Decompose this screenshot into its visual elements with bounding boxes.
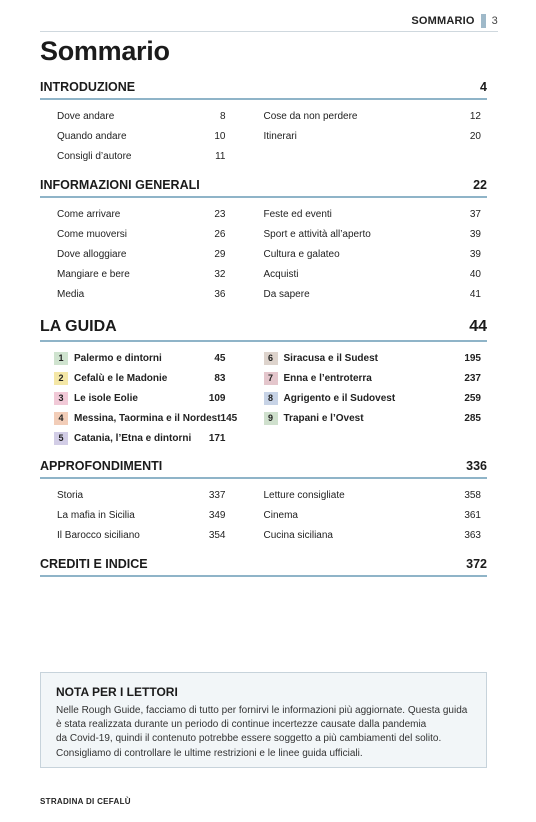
section-header[interactable] (40, 459, 487, 479)
toc-entry[interactable] (57, 505, 226, 525)
chapter-entry[interactable] (54, 409, 238, 429)
chapter-label: Enna e l’entroterra (283, 372, 372, 384)
section-la-guida (40, 318, 487, 449)
toc-entry-page: 12 (469, 110, 481, 122)
chapter-number-badge: 2 (54, 372, 68, 385)
chapter-page: 83 (214, 372, 226, 384)
toc-entry-label: Itinerari (263, 130, 297, 142)
chapter-entry[interactable] (264, 348, 482, 368)
toc-entry[interactable] (57, 204, 226, 224)
toc-entry-label: Dove alloggiare (57, 248, 127, 260)
toc-column-right (264, 106, 488, 167)
toc-column-right (264, 204, 488, 305)
section-title: INTRODUZIONE (40, 80, 136, 94)
toc-entry[interactable] (264, 244, 482, 264)
chapter-page: 109 (208, 392, 226, 404)
toc-entry[interactable] (57, 126, 226, 146)
section-approfondimenti (40, 459, 487, 546)
toc-column-left (40, 485, 264, 546)
toc-entry-label: Media (57, 289, 85, 301)
section-title: APPROFONDIMENTI (40, 459, 163, 473)
toc-entry-page: 39 (469, 228, 481, 240)
chapter-page: 195 (464, 352, 481, 364)
toc-entry-label: Come arrivare (57, 208, 121, 220)
header-rule (40, 31, 498, 32)
toc-entry[interactable] (264, 485, 482, 505)
toc-entry[interactable] (57, 485, 226, 505)
toc-entry-label: Cose da non perdere (263, 110, 358, 122)
chapter-number-badge: 9 (264, 412, 278, 425)
toc-entry[interactable] (264, 285, 482, 305)
chapter-number-badge: 8 (264, 392, 278, 405)
header-accent-bar (481, 14, 486, 28)
toc-entry-label: Cinema (263, 509, 298, 521)
toc-entry[interactable] (57, 146, 226, 166)
toc-entry[interactable] (264, 525, 482, 545)
page-number: 3 (491, 15, 498, 27)
chapter-number-badge: 5 (54, 432, 68, 445)
section-header[interactable] (40, 557, 487, 577)
toc-entry-label: Letture consigliate (263, 489, 345, 501)
chapter-entry[interactable] (54, 388, 226, 408)
toc-entry[interactable] (264, 126, 482, 146)
toc-entry-page: 32 (214, 269, 226, 281)
reader-note-line: da Covid-19, quindi il contenuto potrebbe essere soggetto a più cambiamenti del solito. (56, 733, 442, 745)
toc-entry-label: Il Barocco siciliano (57, 529, 140, 541)
chapter-label: Cefalù e le Madonie (74, 372, 168, 384)
photo-caption: STRADINA DI CEFALÙ (40, 797, 131, 806)
chapter-label: Messina, Taormina e il Nordest (74, 413, 221, 425)
chapter-entry[interactable] (54, 348, 226, 368)
toc-entry-page: 11 (215, 150, 226, 162)
chapter-number-badge: 1 (54, 352, 68, 365)
toc-entry-label: Quando andare (57, 130, 127, 142)
section-page: 4 (480, 80, 487, 94)
section-title: INFORMAZIONI GENERALI (40, 178, 200, 192)
chapter-page: 171 (208, 433, 226, 445)
chapter-page: 237 (464, 372, 481, 384)
section-page: 336 (466, 459, 487, 473)
chapter-number-badge: 4 (54, 412, 68, 425)
toc-entry-page: 29 (214, 248, 226, 260)
toc-entry-label: Storia (57, 489, 84, 501)
toc-entry-page: 363 (464, 529, 481, 541)
chapter-label: Siracusa e il Sudest (283, 352, 378, 364)
toc-entry-page: 39 (469, 248, 481, 260)
toc-entry-page: 358 (464, 489, 481, 501)
toc-entry-page: 8 (219, 110, 226, 122)
toc-entry-label: Acquisti (263, 269, 299, 281)
toc-entry-page: 349 (208, 509, 226, 521)
toc-column-right (264, 348, 488, 449)
toc-entry[interactable] (264, 224, 482, 244)
chapter-label: Agrigento e il Sudovest (283, 393, 396, 405)
toc-entry-page: 37 (469, 208, 481, 220)
toc-entry-label: Feste ed eventi (263, 208, 332, 220)
reader-note-text (56, 704, 472, 761)
chapter-number-badge: 6 (264, 352, 278, 365)
chapter-entry[interactable] (264, 368, 482, 388)
page-title: Sommario (40, 36, 170, 66)
chapter-label: Le isole Eolie (74, 393, 138, 405)
toc-entry-label: Dove andare (57, 110, 115, 122)
reader-note-line: Nelle Rough Guide, facciamo di tutto per fornirvi le informazioni più aggiornate. Questa guida (56, 705, 468, 716)
toc-entry-page: 20 (469, 130, 481, 142)
reader-note-line: è stata realizzata durante un periodo di continue incertezze causate dalla pandemia (56, 719, 427, 731)
chapter-entry[interactable] (54, 368, 226, 388)
section-page: 372 (466, 557, 487, 571)
toc-column-left (40, 106, 264, 167)
toc-entry-page: 40 (469, 269, 481, 281)
toc-entry-page: 354 (208, 529, 226, 541)
chapter-label: Palermo e dintorni (74, 352, 162, 364)
section-title: CREDITI E INDICE (40, 557, 148, 571)
chapter-label: Catania, l’Etna e dintorni (74, 433, 192, 445)
reader-note-box (40, 672, 487, 768)
toc-column-right (264, 485, 488, 546)
toc-entry[interactable] (264, 505, 482, 525)
toc-entry[interactable] (264, 204, 482, 224)
chapter-entry[interactable] (264, 409, 482, 429)
toc-entry[interactable] (57, 285, 226, 305)
chapter-label: Trapani e l’Ovest (283, 413, 364, 425)
toc-entry-label: Come muoversi (57, 228, 128, 240)
toc-entry-label: Mangiare e bere (57, 269, 130, 281)
toc-entry-label: Cucina siciliana (263, 529, 333, 541)
toc-entry-label: Cultura e galateo (263, 248, 340, 260)
toc-entry[interactable] (57, 525, 226, 545)
toc-entry-label: Sport e attività all’aperto (263, 228, 371, 240)
toc-entry-page: 23 (214, 208, 226, 220)
chapter-page: 45 (214, 352, 226, 364)
toc-entry[interactable] (264, 106, 482, 126)
toc-entry[interactable] (57, 106, 226, 126)
toc-entry[interactable] (57, 265, 226, 285)
running-header (411, 14, 498, 28)
section-introduzione (40, 80, 487, 167)
toc-entry-page: 361 (464, 509, 481, 521)
chapter-number-badge: 3 (54, 392, 68, 405)
toc-entry[interactable] (57, 224, 226, 244)
toc-entry[interactable] (57, 244, 226, 264)
toc-entry-label: Da sapere (263, 289, 310, 301)
section-crediti-e-indice (40, 557, 487, 577)
toc-entry-page: 10 (214, 130, 226, 142)
toc-column-left (40, 348, 264, 449)
toc-entry-label: La mafia in Sicilia (57, 509, 135, 521)
section-header[interactable] (40, 178, 487, 198)
section-page: 44 (469, 318, 487, 335)
reader-note-line: Consigliamo di controllare le ultime restrizioni e le linee guida ufficiali. (56, 747, 363, 759)
toc-entry[interactable] (264, 265, 482, 285)
running-header-label: SOMMARIO (411, 15, 475, 27)
section-header[interactable] (40, 318, 487, 342)
chapter-page: 145 (220, 413, 238, 425)
toc-column-left (40, 204, 264, 305)
toc-entry-page: 26 (214, 228, 226, 240)
chapter-entry[interactable] (54, 429, 226, 449)
reader-note-title: NOTA PER I LETTORI (56, 685, 178, 699)
toc-entry-page: 337 (208, 489, 226, 501)
section-informazioni-generali (40, 178, 487, 305)
chapter-page: 285 (464, 413, 481, 425)
chapter-page: 259 (464, 392, 481, 404)
toc-entry-page: 36 (214, 289, 226, 301)
section-title: LA GUIDA (40, 318, 117, 335)
toc-entry-label: Consigli d’autore (57, 150, 132, 162)
section-page: 22 (473, 178, 487, 192)
toc-entry-page: 41 (469, 289, 481, 301)
chapter-number-badge: 7 (264, 372, 278, 385)
section-header[interactable] (40, 80, 487, 100)
chapter-entry[interactable] (264, 388, 482, 408)
